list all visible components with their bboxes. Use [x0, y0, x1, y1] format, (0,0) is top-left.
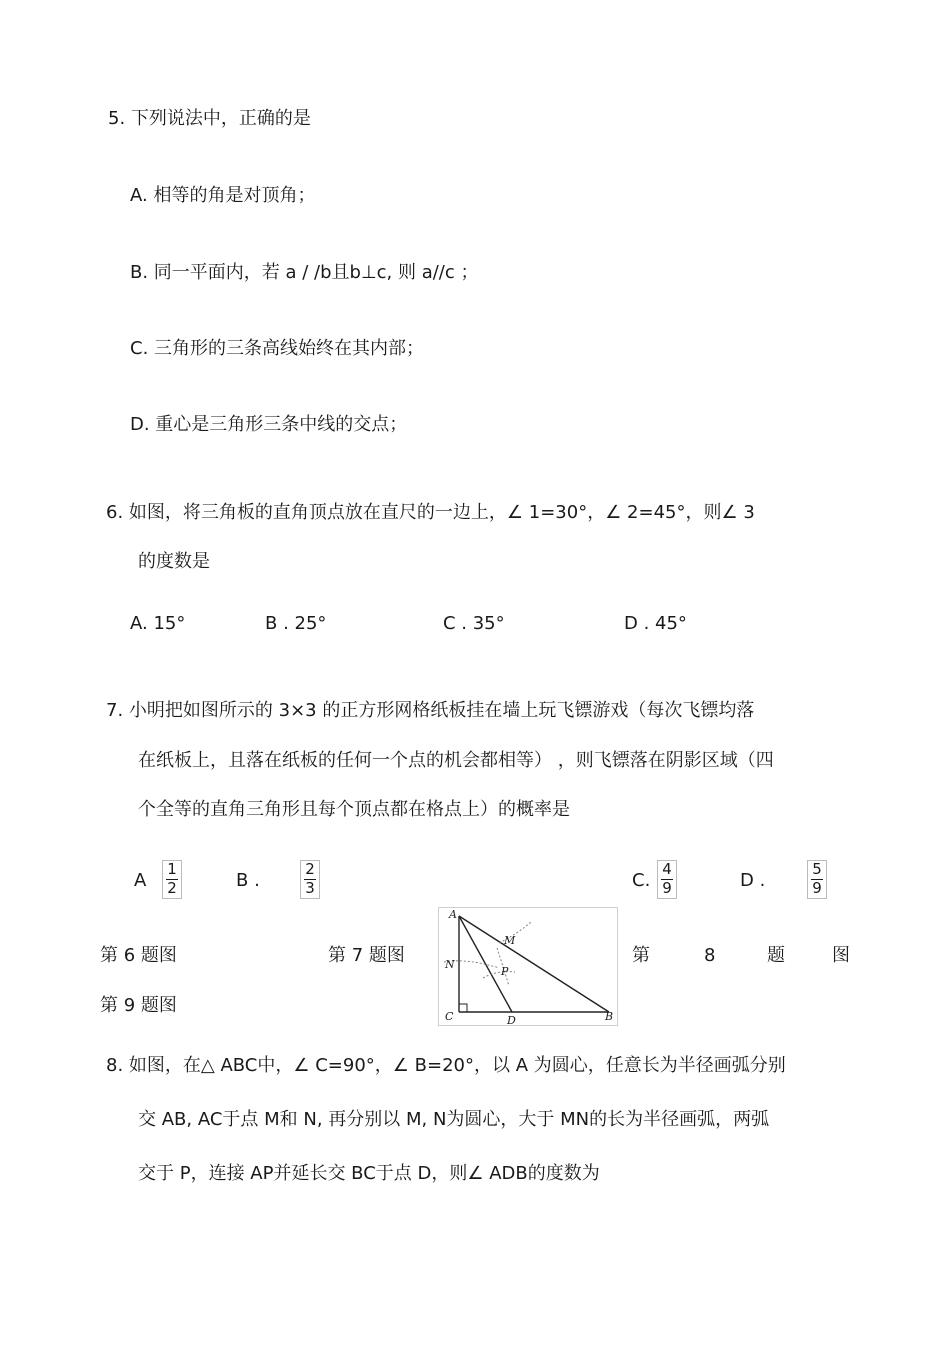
right-angle-mark: [459, 1004, 467, 1012]
q8-line2: 交 AB, AC于点 M和 N, 再分别以 M, N为圆心，大于 MN的长为半径画弧，两弧: [138, 1109, 770, 1130]
side-ab: [459, 916, 609, 1012]
q5-option-c: C. 三角形的三条高线始终在其内部；: [130, 338, 425, 359]
q7-option-b-label: B .: [236, 870, 260, 891]
q6-stem-line1: 6. 如图，将三角板的直角顶点放在直尺的一边上，∠ 1=30°，∠ 2=45°，则∠ 3: [106, 502, 755, 523]
q5-option-b: B. 同一平面内，若 a / /b且b⊥c, 则 a//c ；: [130, 262, 479, 283]
q6-stem-line2: 的度数是: [138, 551, 210, 572]
q7-stem-line2: 在纸板上，且落在纸板的任何一个点的机会都相等） ，则飞镖落在阴影区域（四: [138, 750, 774, 771]
arc-p-from-n: [483, 972, 515, 978]
q6-option-c: C . 35°: [443, 613, 505, 634]
caption-fig8-a: 第: [632, 945, 650, 966]
q7-option-b-fraction: [300, 860, 320, 899]
label-c: C: [445, 1010, 454, 1023]
q7-option-a-fraction: [162, 860, 182, 899]
fraction-numerator: 5: [812, 860, 822, 878]
q7-option-c-fraction: [657, 860, 677, 899]
q6-option-b: B . 25°: [265, 613, 327, 634]
caption-fig6: 第 6 题图: [100, 945, 177, 966]
q6-option-d: D . 45°: [624, 613, 687, 634]
caption-fig7: 第 7 题图: [328, 945, 405, 966]
caption-fig8-c: 题: [767, 945, 785, 966]
q5-option-d: D. 重心是三角形三条中线的交点；: [130, 414, 408, 435]
fraction-numerator: 2: [305, 860, 315, 878]
label-n: N: [445, 958, 455, 971]
label-m: M: [504, 934, 516, 947]
q7-stem-line3: 个全等的直角三角形且每个顶点都在格点上）的概率是: [138, 799, 570, 820]
q5-option-a: A. 相等的角是对顶角；: [130, 185, 316, 206]
q5-stem: 5. 下列说法中，正确的是: [108, 108, 311, 129]
fraction-denominator: 9: [662, 878, 672, 897]
fraction-denominator: 9: [812, 878, 822, 897]
q8-line3: 交于 P，连接 AP并延长交 BC于点 D，则∠ ADB的度数为: [138, 1163, 600, 1184]
label-p: P: [501, 965, 509, 978]
q7-option-a-label: A: [134, 870, 147, 891]
label-b: B: [605, 1010, 614, 1023]
caption-fig9: 第 9 题图: [100, 995, 177, 1016]
figure-8-triangle: [438, 907, 618, 1026]
q7-stem-line1: 7. 小明把如图所示的 3×3 的正方形网格纸板挂在墙上玩飞镖游戏（每次飞镖均落: [106, 700, 755, 721]
label-a: A: [449, 908, 457, 921]
fraction-numerator: 4: [662, 860, 672, 878]
q7-option-d-label: D .: [740, 870, 766, 891]
triangle-diagram: [439, 908, 617, 1025]
caption-fig8-b: 8: [704, 945, 716, 966]
q6-option-a: A. 15°: [130, 613, 186, 634]
caption-fig8-d: 图: [832, 945, 850, 966]
q7-option-d-fraction: [807, 860, 827, 899]
label-d: D: [507, 1014, 516, 1025]
fraction-numerator: 1: [167, 860, 177, 878]
fraction-denominator: 3: [305, 878, 315, 897]
fraction-denominator: 2: [167, 878, 177, 897]
q7-option-c-label: C.: [632, 870, 651, 891]
q8-line1: 8. 如图，在△ ABC中，∠ C=90°，∠ B=20°，以 A 为圆心，任意长为半径画弧分别: [106, 1055, 786, 1076]
